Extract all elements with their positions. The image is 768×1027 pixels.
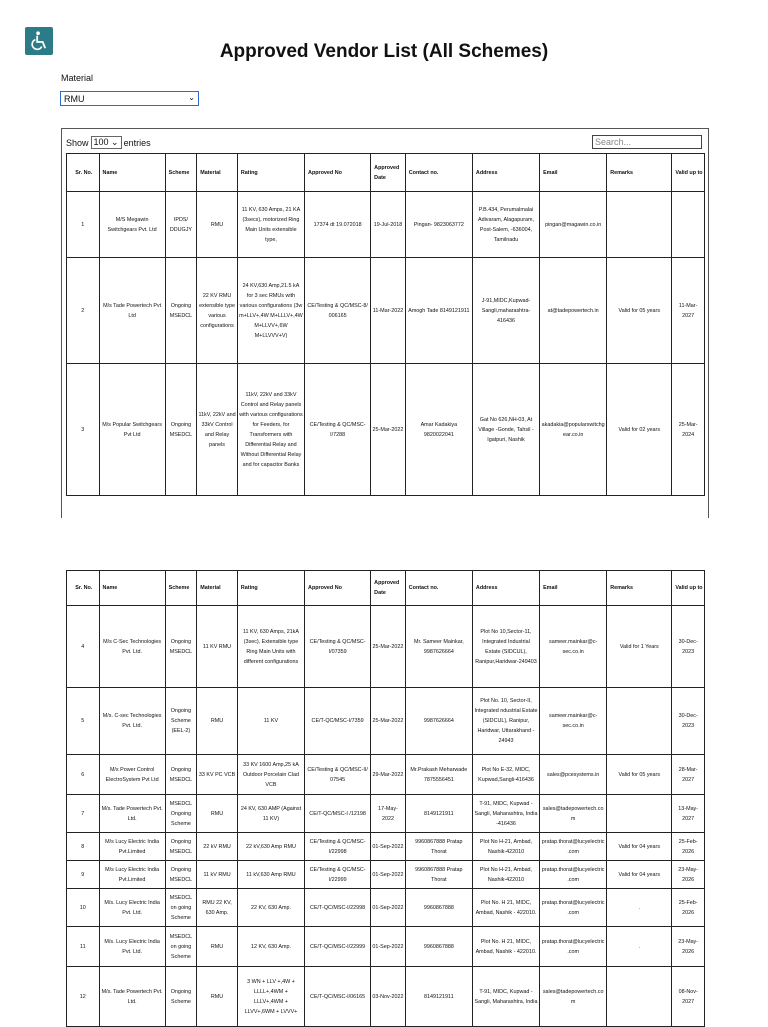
- table-cell: 12 KV, 630 Amp.: [237, 927, 304, 967]
- table-cell: pratap.thorat@lucyelectric.com: [540, 861, 607, 889]
- table-cell: Valid for 04 years: [607, 861, 672, 889]
- column-header[interactable]: Email: [540, 571, 607, 606]
- table-cell: 30-Dec-2023: [672, 688, 705, 755]
- table-cell: Ongoing MSEDCL: [165, 861, 197, 889]
- table-cell: J-91,MIDC,Kupwad-Sangli,maharashtra-416436: [472, 258, 539, 364]
- table-cell: Ongoing MSEDCL: [165, 258, 197, 364]
- table-header-row: [67, 571, 705, 606]
- table-cell: M/s. Lucy Electric India Pvt. Ltd.: [99, 889, 165, 927]
- table-cell: 01-Sep-2022: [371, 927, 406, 967]
- column-header[interactable]: Remarks: [607, 571, 672, 606]
- table-cell: 22 KV, 630 Amp.: [237, 889, 304, 927]
- table-cell: pratap.thorat@lucyelectric.com: [540, 889, 607, 927]
- table-cell: 11 kV RMU: [197, 861, 238, 889]
- table-cell: Ongoing MSEDCL: [165, 755, 197, 795]
- column-header[interactable]: Name: [99, 154, 165, 192]
- table-cell: Ongoing Scheme: [165, 967, 197, 1027]
- table-cell: CE/Testing & QC/MSC-II/ 07545: [305, 755, 371, 795]
- table-cell: sales@tadepowertech.com: [540, 967, 607, 1027]
- table-cell: CE/T-QC/MSC-I/22999: [305, 927, 371, 967]
- table-cell: 11 KV RMU: [197, 606, 238, 688]
- table-cell: Plot No 10,Sector-11, Integrated Industrial Estate (SIDCUL), Ranipur,Haridwar-249403: [472, 606, 539, 688]
- table-cell: MSEDCL on going Scheme: [165, 889, 197, 927]
- table-cell: [607, 967, 672, 1027]
- column-header[interactable]: Address: [472, 571, 539, 606]
- column-header[interactable]: Scheme: [165, 571, 197, 606]
- table-cell: 11kV, 22kV and 33kV Control and Relay panels with various configurations for Feeders, for Transformers with Differential Relay and Without Differential Relay and for capacitor Banks: [237, 364, 304, 496]
- table-cell: 11 KV, 630 Amps, 21 KA (3secs), motorized Ring Main Units extensible type,: [237, 192, 304, 258]
- table-cell: CE/T-QC/MSC-I/06165: [305, 967, 371, 1027]
- table-cell: 29-Mar-2022: [371, 755, 406, 795]
- table-cell: .: [607, 927, 672, 967]
- table-cell: MSEDCL Ongoing Scheme: [165, 795, 197, 833]
- column-header[interactable]: Material: [197, 154, 238, 192]
- table-cell: CE/T-QC/MSC-I/7359: [305, 688, 371, 755]
- table-cell: 25-Mar-2022: [371, 688, 406, 755]
- table-cell: 6: [67, 755, 100, 795]
- column-header[interactable]: Contact no.: [405, 154, 472, 192]
- table-cell: 23-May-2026: [672, 861, 705, 889]
- table-cell: 10: [67, 889, 100, 927]
- column-header[interactable]: Material: [197, 571, 238, 606]
- table-row: [67, 755, 705, 795]
- table-row: [67, 606, 705, 688]
- table-cell: CE/T-QC/MSC-I/22998: [305, 889, 371, 927]
- table-cell: Plot No E-32, MIDC, Kupwad,Sangli-416436: [472, 755, 539, 795]
- table-cell: P.B.434, Perumalmalai Adivaram, Alagapuram, Post-Salem, -636004, Tamilnadu: [472, 192, 539, 258]
- entries-select[interactable]: 100 ⌄: [91, 136, 122, 149]
- table-cell: 28-Mar-2027: [672, 755, 705, 795]
- table-cell: 33 KV PC VCB: [197, 755, 238, 795]
- material-select-value: RMU: [64, 93, 85, 104]
- table-cell: 3: [67, 364, 100, 496]
- column-header[interactable]: Rating: [237, 571, 304, 606]
- table-cell: 19-Jul-2018: [371, 192, 406, 258]
- table-cell: T-91, MIDC, Kupwad - Sangli, Maharashtra, India -416436: [472, 795, 539, 833]
- table-cell: 25-Mar-2022: [371, 364, 406, 496]
- table-cell: Plot No. H 21, MIDC, Ambad, Nashik - 422010.: [472, 889, 539, 927]
- table-cell: Mr. Sameer Mainkar, 9987626664: [405, 606, 472, 688]
- table-cell: 11 kV,630 Amp RMU: [237, 861, 304, 889]
- entries-label: entries: [123, 137, 151, 148]
- column-header[interactable]: Valid up to: [672, 154, 705, 192]
- vendor-table-page-1: [66, 153, 705, 496]
- table-cell: sales@tadepowertech.com: [540, 795, 607, 833]
- column-header[interactable]: Remarks: [607, 154, 672, 192]
- table-cell: 22 kV RMU: [197, 833, 238, 861]
- column-header[interactable]: Sr. No.: [67, 571, 100, 606]
- table-cell: 9960867888: [405, 927, 472, 967]
- table-cell: 9960867888 Pratap Thorat: [405, 833, 472, 861]
- table-row: [67, 889, 705, 927]
- table-cell: CE/T-QC/MSC-I /12198: [305, 795, 371, 833]
- material-select[interactable]: [60, 91, 199, 106]
- table-cell: M/s Tade Powertech Pvt Ltd: [99, 258, 165, 364]
- table-cell: M/s Lucy Electric India Pvt.Limited: [99, 833, 165, 861]
- table-cell: 3 WN + LLV +,4W + LLLL+,4WM + LLLV+,4WM + LLVV+,6WM + LVVV+: [237, 967, 304, 1027]
- table-cell: Ongoing Scheme (EEL-2): [165, 688, 197, 755]
- table-cell: 33 KV 1600 Amp,25 kA Outdoor Porcelain Clad VCB: [237, 755, 304, 795]
- column-header[interactable]: Address: [472, 154, 539, 192]
- table-cell: M/s C-Sec Technologies Pvt. Ltd.: [99, 606, 165, 688]
- column-header[interactable]: Approved Date: [371, 154, 406, 192]
- table-cell: Valid for 1 Years: [607, 606, 672, 688]
- table-cell: RMU: [197, 967, 238, 1027]
- table-cell: 24 KV, 630 AMP (Against 11 KV): [237, 795, 304, 833]
- table-cell: 01-Sep-2022: [371, 833, 406, 861]
- table-cell: RMU: [197, 927, 238, 967]
- table-cell: sameer.mainkar@c-sec.co.in: [540, 688, 607, 755]
- table-cell: 01-Sep-2022: [371, 889, 406, 927]
- table-cell: CE/Testing & QC/MSC-I/22999: [305, 861, 371, 889]
- table-row: [67, 927, 705, 967]
- table-cell: RMU: [197, 688, 238, 755]
- table-cell: Valid for 05 years: [607, 755, 672, 795]
- table-cell: IPDS/ DDUGJY: [165, 192, 197, 258]
- column-header[interactable]: Approved No: [305, 571, 371, 606]
- column-header[interactable]: Contact no.: [405, 571, 472, 606]
- table-cell: 25-Mar-2024: [672, 364, 705, 496]
- table-cell: Ongoing MSEDCL: [165, 833, 197, 861]
- table-cell: Pingan- 9823063772: [405, 192, 472, 258]
- table-cell: M/s. C-sec Technologies Pvt. Ltd.: [99, 688, 165, 755]
- table-row: [67, 364, 705, 496]
- table-cell: 11-Mar-2022: [371, 258, 406, 364]
- table-cell: akadakia@popularswitchgear.co.in: [540, 364, 607, 496]
- table-cell: M/s. Tade Powertech Pvt. Ltd.: [99, 967, 165, 1027]
- table-cell: pratap.thorat@lucyelectric.com: [540, 833, 607, 861]
- table-cell: Plot No. 10, Sector-II, Integrated ndustrial Estate (SIDCUL), Ranipur, Haridwar, Uttarakhand - 24943: [472, 688, 539, 755]
- table-cell: M/s Power Control ElectroSystem Pvt Ltd: [99, 755, 165, 795]
- table-cell: 11 KV, 630 Amps, 21kA (3sec), Extensible type Ring Main Units with different configurations: [237, 606, 304, 688]
- table-row: [67, 192, 705, 258]
- table-row: [67, 861, 705, 889]
- table-cell: [607, 192, 672, 258]
- table-cell: Plot No H-21, Ambad, Nashik-422010: [472, 833, 539, 861]
- table-cell: 11kV, 22kV and 33kV Control and Relay panels: [197, 364, 238, 496]
- table-cell: Plot No. H 21, MIDC, Ambad, Nashik - 422010.: [472, 927, 539, 967]
- table-cell: 9: [67, 861, 100, 889]
- table-cell: 17374 dt 19.072018: [305, 192, 371, 258]
- column-header[interactable]: Approved Date: [371, 571, 406, 606]
- table-cell: 11-Mar-2027: [672, 258, 705, 364]
- table-cell: [607, 795, 672, 833]
- table-cell: 13-May-2027: [672, 795, 705, 833]
- chevron-down-icon: ⌄: [188, 93, 195, 102]
- table-cell: pratap.thorat@lucyelectric.com: [540, 927, 607, 967]
- table-cell: 11 KV: [237, 688, 304, 755]
- table-row: [67, 967, 705, 1027]
- table-cell: CE/Testing & QC/MSC-I/7288: [305, 364, 371, 496]
- table-cell: Valid for 04 years: [607, 833, 672, 861]
- table-cell: 12: [67, 967, 100, 1027]
- table-cell: Gat No 626,NH-03, At Village -Gonde, Tahsil - Igatpuri, Nashik: [472, 364, 539, 496]
- table-cell: CE/Testing & QC/MSC-I/22998: [305, 833, 371, 861]
- table-cell: 24 KV,630 Amp,21.5 kA for 3 sec RMUs with various configurations (3w m+LLV+,4W M+LLLV+,4W M+LLVV+,6W M+LLVVV+V): [237, 258, 304, 364]
- table-cell: 22 kV,630 Amp RMU: [237, 833, 304, 861]
- table-cell: M/s Popular Switchgears Pvt Ltd: [99, 364, 165, 496]
- table-cell: 5: [67, 688, 100, 755]
- material-label: Material: [61, 73, 94, 83]
- table-cell: 9960867888 Pratap Thorat: [405, 861, 472, 889]
- table-cell: T-91, MIDC, Kupwad - Sangli, Maharashtra, India: [472, 967, 539, 1027]
- table-cell: 25-Mar-2022: [371, 606, 406, 688]
- table-cell: 7: [67, 795, 100, 833]
- page-title: Approved Vendor List (All Schemes): [219, 41, 549, 62]
- table-cell: 9987626664: [405, 688, 472, 755]
- table-cell: pingan@magawin.co.in: [540, 192, 607, 258]
- table-cell: Mr.Prakash Meharwade 7875556451: [405, 755, 472, 795]
- show-label: Show: [66, 137, 89, 148]
- column-header[interactable]: Sr. No.: [67, 154, 100, 192]
- table-cell: 1: [67, 192, 100, 258]
- column-header[interactable]: Rating: [237, 154, 304, 192]
- entries-select-value: 100: [93, 137, 109, 147]
- column-header[interactable]: Scheme: [165, 154, 197, 192]
- table-cell: M/s. Tade Powertech Pvt. Ltd.: [99, 795, 165, 833]
- table-cell: 22 KV RMU extensible type various configurations: [197, 258, 238, 364]
- table-cell: 30-Dec-2023: [672, 606, 705, 688]
- table-cell: Ongoing MSEDCL: [165, 606, 197, 688]
- table-cell: .: [607, 889, 672, 927]
- table-row: [67, 258, 705, 364]
- table-cell: [672, 192, 705, 258]
- table-cell: 01-Sep-2022: [371, 861, 406, 889]
- table-cell: 08-Nov-2027: [672, 967, 705, 1027]
- table-cell: M/S Megawin Switchgears Pvt. Ltd: [99, 192, 165, 258]
- table-cell: RMU 22 KV, 630 Amp.: [197, 889, 238, 927]
- table-cell: at@tadepowertech.in: [540, 258, 607, 364]
- table-cell: CE/Testing & QC/MSC-8/ 006165: [305, 258, 371, 364]
- column-header[interactable]: Email: [540, 154, 607, 192]
- table-cell: RMU: [197, 192, 238, 258]
- table-cell: Amogh Tade 8149121911: [405, 258, 472, 364]
- table-cell: 03-Nov-2022: [371, 967, 406, 1027]
- table-cell: M/s. Lucy Electric India Pvt. Ltd.: [99, 927, 165, 967]
- table-cell: 8149121911: [405, 967, 472, 1027]
- table-row: [67, 795, 705, 833]
- table-cell: 4: [67, 606, 100, 688]
- table-cell: sameer.mainkar@c-sec.co.in: [540, 606, 607, 688]
- column-header[interactable]: Valid up to: [672, 571, 705, 606]
- table-cell: 23-May-2026: [672, 927, 705, 967]
- table-cell: Amar Kadakiya 9820022041: [405, 364, 472, 496]
- table-cell: Plot No H-21, Ambad, Nashik-422010: [472, 861, 539, 889]
- table-cell: Valid for 02 years: [607, 364, 672, 496]
- table-cell: sales@pcesystems.in: [540, 755, 607, 795]
- table-cell: 8: [67, 833, 100, 861]
- table-cell: [607, 688, 672, 755]
- table-cell: Ongoing MSEDCL: [165, 364, 197, 496]
- vendor-table-page-2: [66, 570, 705, 1027]
- table-cell: Valid for 05 years: [607, 258, 672, 364]
- table-cell: 17-May-2022: [371, 795, 406, 833]
- table-cell: CE/Testing & QC/MSC-I/07359: [305, 606, 371, 688]
- table-cell: 11: [67, 927, 100, 967]
- table-cell: MSEDCL on going Scheme: [165, 927, 197, 967]
- column-header[interactable]: Approved No: [305, 154, 371, 192]
- table-row: [67, 833, 705, 861]
- table-cell: 9960867888: [405, 889, 472, 927]
- table-cell: 2: [67, 258, 100, 364]
- table-cell: 25-Feb-2026: [672, 889, 705, 927]
- table-header-row: [67, 154, 705, 192]
- table-cell: 25-Feb-2026: [672, 833, 705, 861]
- entries-length-control: [66, 136, 151, 149]
- table-cell: RMU: [197, 795, 238, 833]
- table-cell: M/s Lucy Electric India Pvt.Limited: [99, 861, 165, 889]
- column-header[interactable]: Name: [99, 571, 165, 606]
- table-cell: 8149121911: [405, 795, 472, 833]
- search-input[interactable]: Search...: [592, 135, 702, 149]
- table-row: [67, 688, 705, 755]
